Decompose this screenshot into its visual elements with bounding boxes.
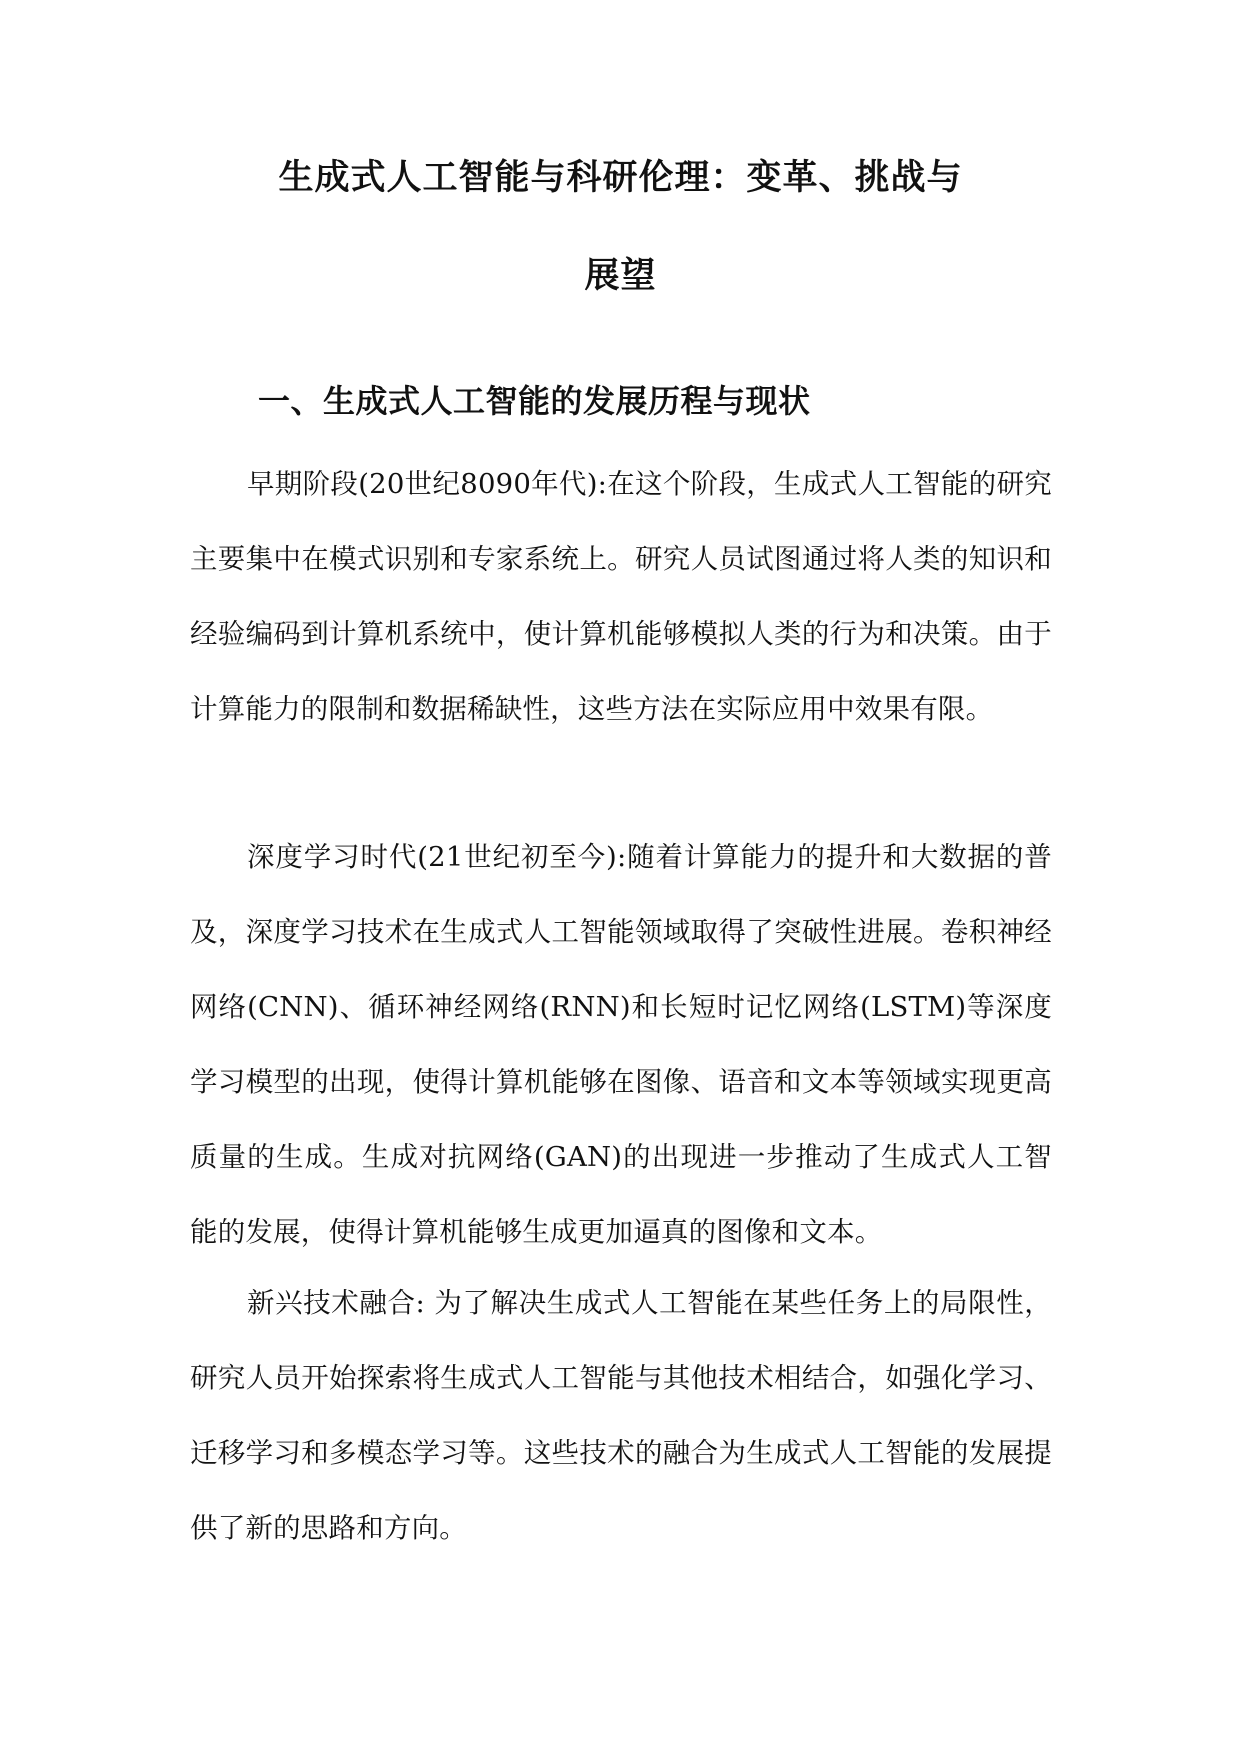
paragraph-early-stage: 早期阶段(20世纪8090年代):在这个阶段，生成式人工智能的研究主要集中在模式识别和专家系统上。研究人员试图通过将人类的知识和经验编码到计算机系统中，使计算机能够模拟人类的行为和决策。由于计算能力的限制和数据稀缺性，这些方法在实际应用中效果有限。	[190, 468, 1052, 725]
paragraph-emerging-tech: 新兴技术融合: 为了解决生成式人工智能在某些任务上的局限性，研究人员开始探索将生成式人工智能与其他技术相结合，如强化学习、迁移学习和多模态学习等。这些技术的融合为生成式人工智能的发展提供了新的思路和方向。	[190, 1287, 1052, 1544]
section-heading: 一、生成式人工智能的发展历程与现状	[258, 382, 811, 420]
document-title-line-1: 生成式人工智能与科研伦理：变革、挑战与	[278, 158, 963, 198]
document-title-line-2: 展望	[584, 256, 657, 296]
paragraph-deep-learning: 深度学习时代(21世纪初至今):随着计算能力的提升和大数据的普及，深度学习技术在生成式人工智能领域取得了突破性进展。卷积神经网络(CNN)、循环神经网络(RNN)和长短时记忆网络(LSTM)等深度学习模型的出现，使得计算机能够在图像、语音和文本等领域实现更高质量的生成。生成对抗网络(GAN)的出现进一步推动了生成式人工智能的发展，使得计算机能够生成更加逼真的图像和文本。	[190, 841, 1052, 1248]
